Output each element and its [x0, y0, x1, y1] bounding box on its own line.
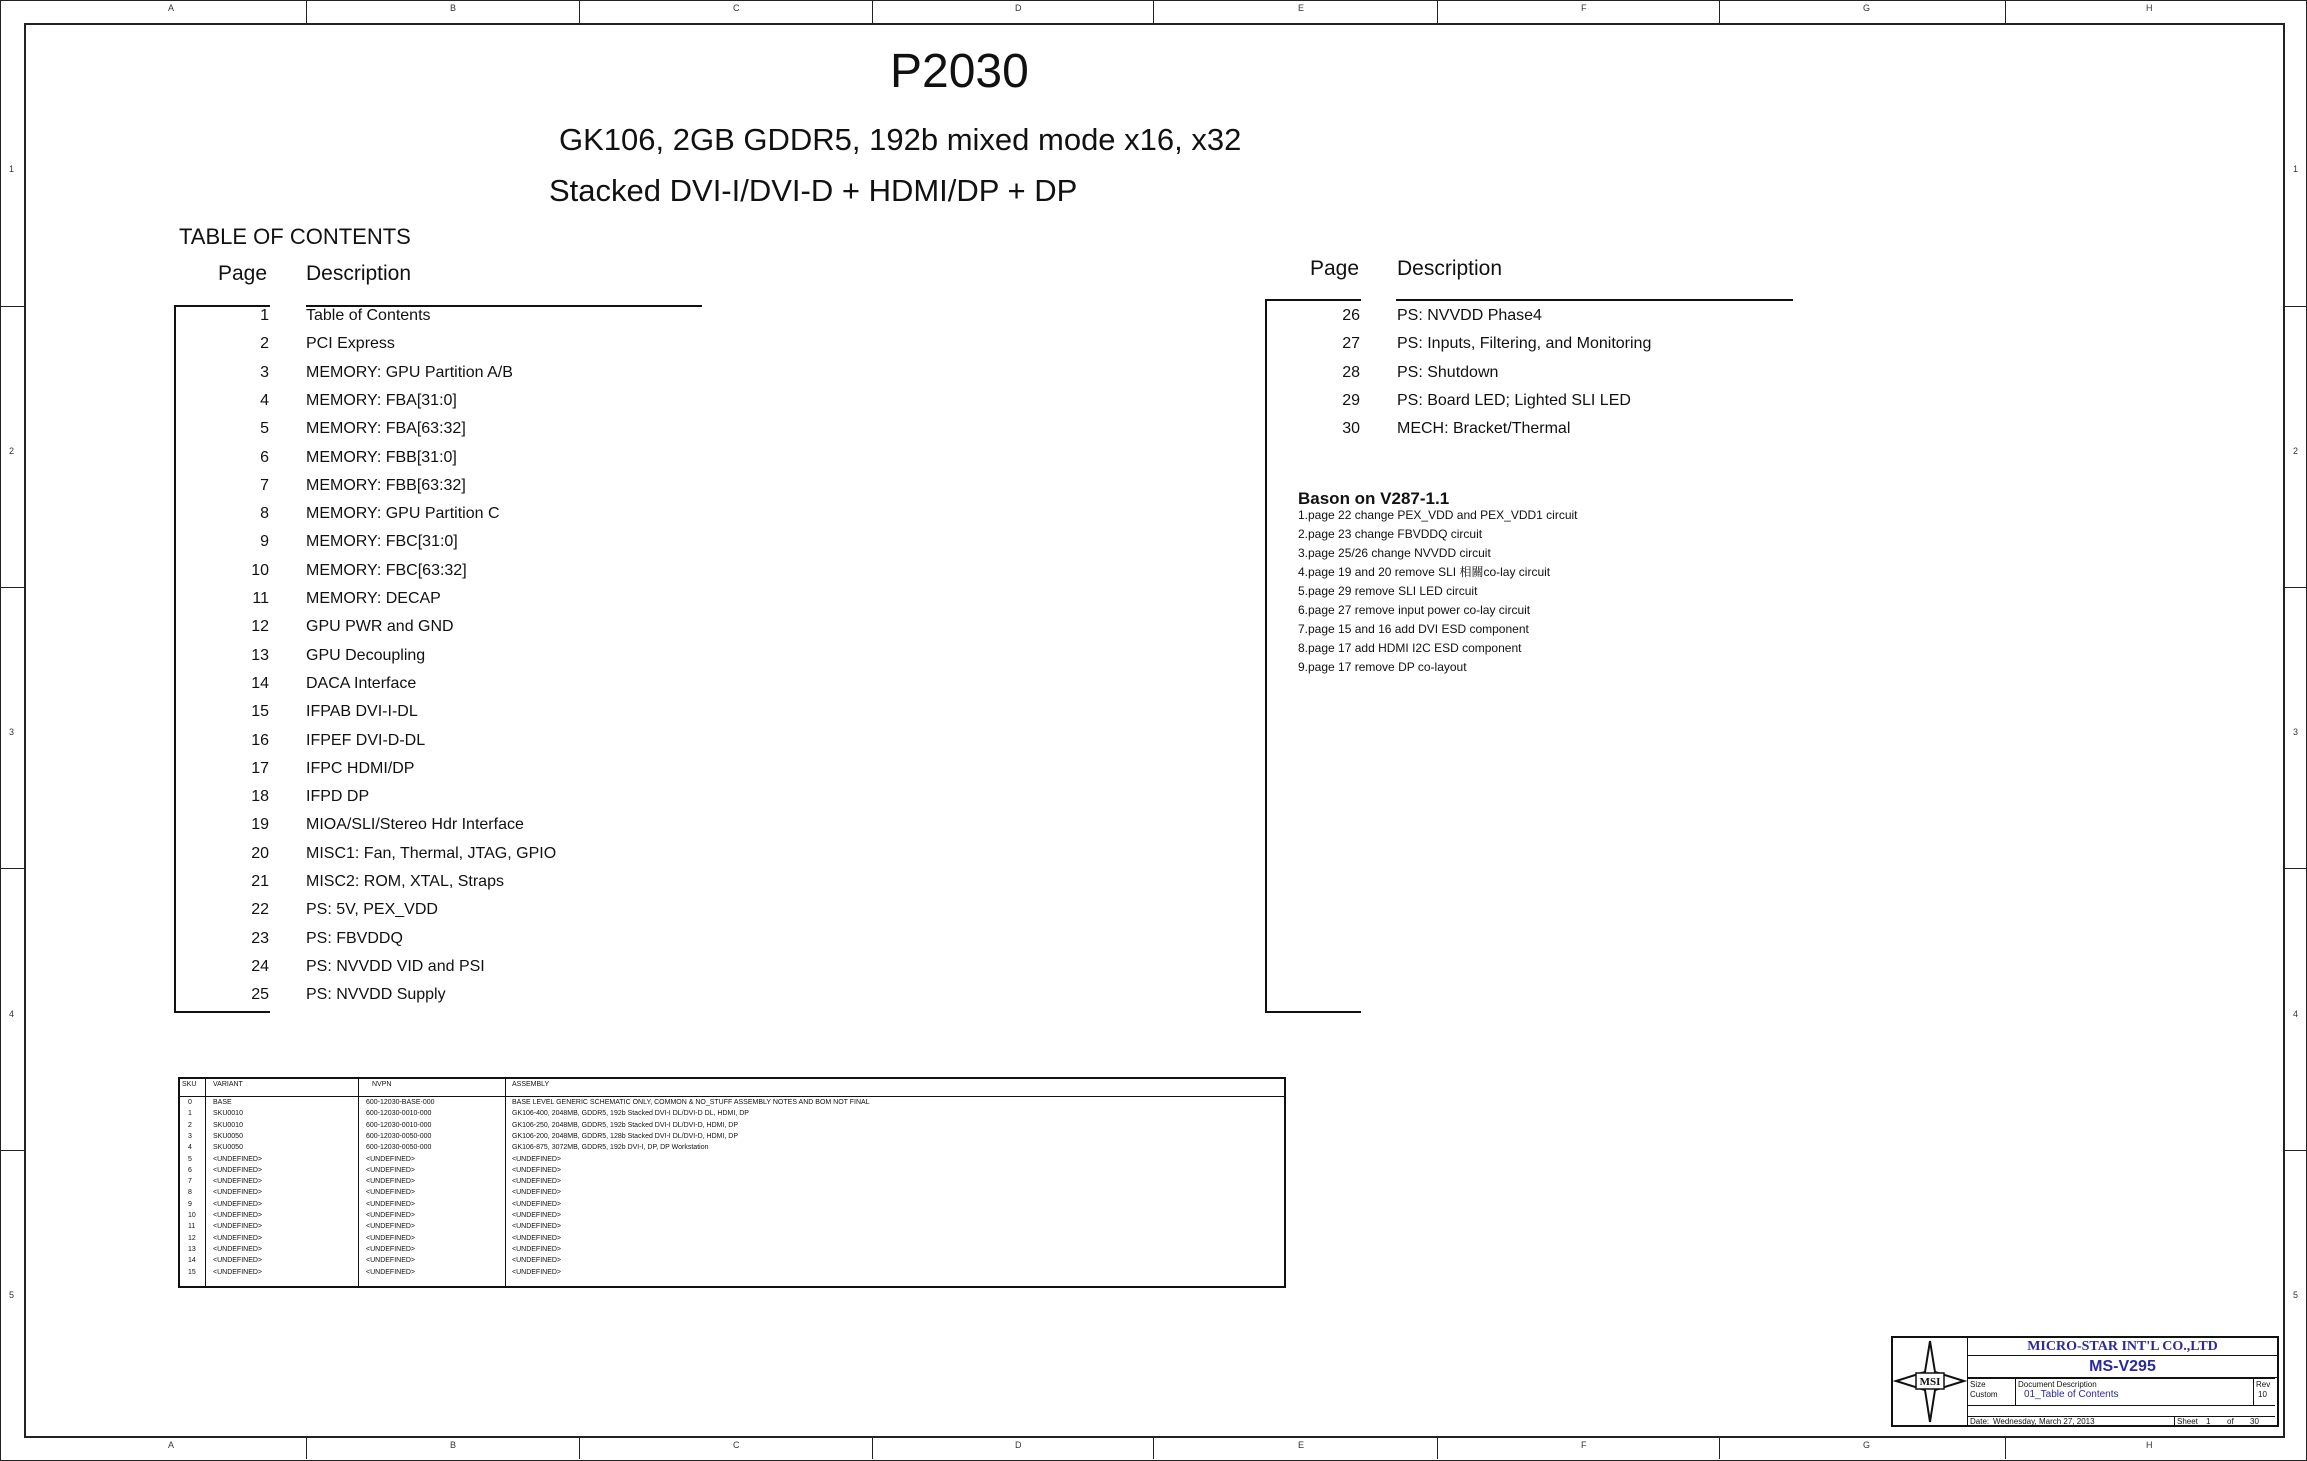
toc-page-number: 29: [1342, 391, 1360, 409]
variant-nvpn: <UNDEFINED>: [366, 1257, 416, 1265]
variant-name: <UNDEFINED>: [213, 1189, 263, 1197]
zone-divider: [2283, 587, 2307, 588]
variant-name: <UNDEFINED>: [213, 1166, 263, 1174]
toc-page-number: 15: [251, 703, 269, 721]
toc-page-number: 16: [251, 731, 269, 749]
title-block-rule: [1968, 1405, 2275, 1406]
title-block-divider: [2174, 1416, 2175, 1425]
variant-name: <UNDEFINED>: [213, 1200, 263, 1208]
toc-description: MIOA/SLI/Stereo Hdr Interface: [306, 816, 524, 834]
toc-page-number: 5: [260, 420, 269, 438]
variant-sku: 0: [188, 1099, 192, 1106]
zone-number: 1: [9, 164, 15, 174]
variant-sku: 4: [188, 1144, 192, 1152]
variant-table-row: [180, 1131, 1284, 1142]
left-page-header: Page: [218, 262, 268, 285]
variant-name: BASE: [213, 1099, 232, 1106]
of-value: 30: [2250, 1417, 2259, 1426]
variant-name: <UNDEFINED>: [213, 1257, 263, 1265]
left-description-header: Description: [306, 262, 412, 285]
variant-nvpn: 600-12030-0010-000: [366, 1110, 432, 1118]
toc-page-number: 19: [251, 816, 269, 834]
doc-value: 01_Table of Contents: [2024, 1389, 2119, 1400]
zone-letter: E: [1298, 1440, 1305, 1450]
variant-nvpn: <UNDEFINED>: [366, 1223, 416, 1231]
variant-name: SKU0010: [213, 1121, 243, 1129]
variant-sku: 10: [188, 1212, 196, 1219]
toc-page-number: 2: [260, 335, 269, 353]
zone-letter: F: [1581, 3, 1587, 13]
toc-page-number: 23: [251, 929, 269, 947]
variant-nvpn: <UNDEFINED>: [366, 1166, 416, 1174]
toc-page-number: 22: [251, 901, 269, 919]
toc-page-number: 6: [260, 448, 269, 466]
variant-assembly: <UNDEFINED>: [512, 1178, 562, 1186]
toc-page-number: 28: [1342, 363, 1360, 381]
logo-text: MSI: [1919, 1376, 1941, 1388]
variant-assembly: <UNDEFINED>: [512, 1155, 562, 1163]
variant-name: <UNDEFINED>: [213, 1223, 263, 1231]
variant-assembly: GK106-200, 2048MB, GDDR5, 128b Stacked DVI-I DL/DVI-D, HDMI, DP: [512, 1132, 739, 1140]
title-block-divider: [2253, 1378, 2254, 1405]
zone-number: 3: [9, 727, 15, 737]
toc-description: IFPC HDMI/DP: [306, 759, 415, 777]
variant-nvpn: <UNDEFINED>: [366, 1189, 416, 1197]
variant-name: <UNDEFINED>: [213, 1268, 263, 1276]
zone-letter: D: [1015, 3, 1022, 13]
toc-page-number: 8: [260, 505, 269, 523]
of-label: of: [2227, 1417, 2234, 1426]
revision-note: 8.page 17 add HDMI I2C ESD component: [1298, 641, 1522, 655]
title-block: [1891, 1336, 2279, 1427]
variant-assembly: <UNDEFINED>: [512, 1212, 562, 1219]
right-description-header: Description: [1397, 257, 1503, 280]
variant-name: SKU0050: [213, 1144, 243, 1152]
zone-divider: [306, 1436, 307, 1459]
right-page-rule: [1265, 299, 1361, 301]
variant-name: <UNDEFINED>: [213, 1245, 263, 1253]
zone-number: 2: [9, 446, 15, 456]
toc-description: PS: Inputs, Filtering, and Monitoring: [1397, 335, 1652, 353]
toc-description: PCI Express: [306, 335, 395, 353]
zone-letter: B: [450, 3, 457, 13]
toc-page-number: 25: [251, 986, 269, 1004]
variant-name: SKU0050: [213, 1132, 243, 1140]
toc-description: PS: NVVDD VID and PSI: [306, 957, 485, 975]
revision-note: 5.page 29 remove SLI LED circuit: [1298, 584, 1478, 598]
zone-letter: F: [1581, 1440, 1587, 1450]
variant-header-assembly: ASSEMBLY: [512, 1081, 550, 1088]
zone-letter: C: [733, 1440, 740, 1450]
toc-page-number: 4: [260, 391, 269, 409]
variant-sku: 2: [188, 1121, 192, 1129]
variant-sku: 12: [188, 1234, 196, 1242]
variant-sku: 9: [188, 1200, 192, 1208]
msi-logo: [1893, 1338, 1968, 1425]
zone-number: 4: [2293, 1009, 2299, 1019]
zone-letter: H: [2146, 1440, 2153, 1450]
date-value: Wednesday, March 27, 2013: [1993, 1417, 2095, 1426]
variant-table: [178, 1077, 1286, 1288]
variant-name: <UNDEFINED>: [213, 1212, 263, 1219]
revision-note: 9.page 17 remove DP co-layout: [1298, 660, 1467, 674]
zone-divider: [579, 0, 580, 23]
zone-divider: [2005, 1436, 2006, 1459]
variant-sku: 8: [188, 1189, 192, 1197]
left-page-bar: [174, 305, 176, 1013]
variant-name: <UNDEFINED>: [213, 1155, 263, 1163]
variant-assembly: <UNDEFINED>: [512, 1245, 562, 1253]
variant-table-row: [180, 1221, 1284, 1232]
variant-nvpn: <UNDEFINED>: [366, 1200, 416, 1208]
variant-nvpn: 600-12030-0010-000: [366, 1121, 432, 1129]
variant-table-row: [180, 1176, 1284, 1187]
company-name: MICRO-STAR INT'L CO.,LTD: [1968, 1338, 2277, 1356]
zone-letter: E: [1298, 3, 1305, 13]
zone-letter: A: [168, 3, 175, 13]
variant-header-variant: VARIANT: [213, 1081, 243, 1088]
variant-assembly: GK106-250, 2048MB, GDDR5, 192b Stacked DVI-I DL/DVI-D, HDMI, DP: [512, 1121, 739, 1129]
variant-assembly: GK106-400, 2048MB, GDDR5, 192b Stacked DVI-I DL/DVI-D DL, HDMI, DP: [512, 1110, 749, 1118]
title-block-divider: [2015, 1378, 2016, 1405]
zone-divider: [0, 868, 24, 869]
toc-description: MEMORY: DECAP: [306, 590, 441, 607]
zone-divider: [0, 587, 24, 588]
zone-number: 4: [9, 1009, 15, 1019]
zone-letter: A: [168, 1440, 175, 1450]
variant-nvpn: 600-12030-BASE-000: [366, 1099, 435, 1106]
variant-table-row: [180, 1142, 1284, 1153]
right-page-header: Page: [1310, 257, 1360, 280]
toc-description: PS: 5V, PEX_VDD: [306, 901, 438, 919]
toc-description: GPU PWR and GND: [306, 618, 454, 636]
toc-page-number: 1: [260, 307, 269, 324]
rev-label: Rev: [2256, 1380, 2271, 1389]
variant-nvpn: <UNDEFINED>: [366, 1212, 416, 1219]
variant-assembly: <UNDEFINED>: [512, 1166, 562, 1174]
toc-description: IFPD DP: [306, 788, 370, 806]
variant-nvpn: <UNDEFINED>: [366, 1155, 416, 1163]
toc-description: GPU Decoupling: [306, 646, 426, 664]
revision-note: 4.page 19 and 20 remove SLI 相關co-lay circuit: [1298, 565, 1551, 579]
zone-divider: [1153, 1436, 1154, 1459]
toc-description: IFPEF DVI-D-DL: [306, 731, 426, 749]
variant-name: <UNDEFINED>: [213, 1234, 263, 1242]
zone-divider: [1437, 0, 1438, 23]
zone-divider: [1719, 0, 1720, 23]
variant-table-row: [180, 1108, 1284, 1119]
variant-nvpn: 600-12030-0050-000: [366, 1132, 432, 1140]
zone-letter: B: [450, 1440, 457, 1450]
revision-notes-title: Bason on V287-1.1: [1298, 489, 1450, 508]
revision-note: 2.page 23 change FBVDDQ circuit: [1298, 527, 1483, 541]
doc-label: Document Description: [2018, 1380, 2097, 1389]
toc-description: PS: NVVDD Supply: [306, 986, 446, 1004]
toc-page-number: 7: [260, 476, 269, 494]
toc-description: MEMORY: FBA[31:0]: [306, 391, 457, 409]
toc-description: MEMORY: FBB[63:32]: [306, 476, 466, 494]
variant-assembly: <UNDEFINED>: [512, 1200, 562, 1208]
zone-divider: [2283, 306, 2307, 307]
size-label: Size: [1970, 1380, 1986, 1389]
variant-assembly: <UNDEFINED>: [512, 1268, 562, 1276]
zone-number: 5: [2293, 1290, 2299, 1300]
variant-nvpn: <UNDEFINED>: [366, 1268, 416, 1276]
zone-divider: [2005, 0, 2006, 23]
date-label: Date:: [1970, 1417, 1990, 1426]
zone-divider: [0, 1150, 24, 1151]
variant-assembly: GK106-875, 3072MB, GDDR5, 192b DVI-I, DP, DP Workstation: [512, 1144, 709, 1152]
subtitle-outputs: Stacked DVI-I/DVI-D + HDMI/DP + DP: [549, 173, 1078, 208]
toc-description: MEMORY: GPU Partition A/B: [306, 363, 513, 381]
variant-table-row: [180, 1255, 1284, 1266]
toc-page-number: 27: [1342, 335, 1360, 353]
variant-assembly: <UNDEFINED>: [512, 1189, 562, 1197]
variant-table-row: [180, 1154, 1284, 1165]
zone-letter: H: [2146, 3, 2153, 13]
zone-number: 5: [9, 1290, 15, 1300]
right-page-bottom-rule: [1265, 1011, 1361, 1013]
toc-page-number: 14: [251, 674, 269, 692]
sheet-label: Sheet: [2177, 1417, 2198, 1426]
rev-value: 10: [2258, 1390, 2267, 1399]
variant-assembly: <UNDEFINED>: [512, 1257, 562, 1265]
variant-table-row: [180, 1165, 1284, 1176]
variant-sku: 7: [188, 1178, 192, 1186]
zone-number: 3: [2293, 727, 2299, 737]
zone-divider: [1719, 1436, 1720, 1459]
zone-letter: C: [733, 3, 740, 13]
zone-divider: [2283, 868, 2307, 869]
toc-description: MISC2: ROM, XTAL, Straps: [306, 873, 504, 890]
revision-note: 6.page 27 remove input power co-lay circuit: [1298, 603, 1531, 617]
toc-description: PS: Board LED; Lighted SLI LED: [1397, 391, 1631, 409]
toc-page-number: 12: [251, 618, 269, 636]
revision-note: 7.page 15 and 16 add DVI ESD component: [1298, 622, 1529, 636]
left-page-bottom-rule: [174, 1011, 270, 1013]
variant-name: SKU0010: [213, 1110, 243, 1118]
variant-nvpn: <UNDEFINED>: [366, 1234, 416, 1242]
variant-nvpn: <UNDEFINED>: [366, 1245, 416, 1253]
toc-description: MEMORY: GPU Partition C: [306, 505, 500, 523]
variant-name: <UNDEFINED>: [213, 1178, 263, 1186]
zone-divider: [306, 0, 307, 23]
toc-page-number: 26: [1342, 307, 1360, 324]
toc-description: MECH: Bracket/Thermal: [1397, 420, 1571, 438]
right-page-bar: [1265, 299, 1267, 1013]
toc-description: Table of Contents: [306, 307, 431, 324]
variant-sku: 3: [188, 1132, 192, 1140]
toc-page-number: 18: [251, 788, 269, 806]
variant-nvpn: 600-12030-0050-000: [366, 1144, 432, 1152]
variant-sku: 6: [188, 1166, 192, 1174]
zone-letter: G: [1863, 3, 1871, 13]
toc-page-number: 20: [251, 844, 269, 862]
zone-divider: [2283, 1150, 2307, 1151]
zone-divider: [872, 1436, 873, 1459]
revision-note: 1.page 22 change PEX_VDD and PEX_VDD1 circuit: [1298, 508, 1578, 522]
variant-table-row: [180, 1233, 1284, 1244]
variant-sku: 5: [188, 1155, 192, 1163]
variant-sku: 14: [188, 1257, 196, 1265]
toc-description: PS: FBVDDQ: [306, 929, 403, 947]
msi-star-icon: [1893, 1338, 1967, 1425]
zone-letter: D: [1015, 1440, 1022, 1450]
variant-sku: 15: [188, 1268, 196, 1276]
variant-table-row: [180, 1244, 1284, 1255]
variant-nvpn: <UNDEFINED>: [366, 1178, 416, 1186]
toc-description: MISC1: Fan, Thermal, JTAG, GPIO: [306, 844, 557, 862]
variant-assembly: <UNDEFINED>: [512, 1223, 562, 1231]
variant-header-nvpn: NVPN: [372, 1081, 392, 1088]
zone-divider: [579, 1436, 580, 1459]
zone-divider: [1153, 0, 1154, 23]
variant-table-row: [180, 1199, 1284, 1210]
zone-divider: [0, 306, 24, 307]
right-description-rule: [1396, 299, 1793, 301]
variant-sku: 11: [188, 1223, 196, 1231]
toc-page-number: 10: [251, 561, 269, 579]
revision-notes: [1298, 506, 1578, 677]
sheet-value: 1: [2206, 1417, 2211, 1426]
toc-description: MEMORY: FBA[63:32]: [306, 420, 466, 438]
variant-sku: 13: [188, 1245, 196, 1253]
variant-table-row: [180, 1097, 1284, 1108]
toc-page-number: 30: [1342, 420, 1360, 438]
toc-description: MEMORY: FBC[31:0]: [306, 533, 458, 551]
variant-assembly: BASE LEVEL GENERIC SCHEMATIC ONLY, COMMON & NO_STUFF ASSEMBLY NOTES AND BOM NOT FINAL: [512, 1099, 870, 1106]
toc-page-number: 24: [251, 957, 269, 975]
toc-page-number: 21: [251, 873, 269, 890]
variant-header-sku: SKU: [182, 1081, 197, 1088]
toc-description: IFPAB DVI-I-DL: [306, 703, 418, 721]
variant-sku: 1: [188, 1110, 192, 1118]
zone-number: 1: [2293, 164, 2299, 174]
variant-table-row: [180, 1210, 1284, 1221]
zone-divider: [872, 0, 873, 23]
variant-table-row: [180, 1267, 1284, 1278]
toc-description: DACA Interface: [306, 674, 417, 692]
zone-letter: G: [1863, 1440, 1871, 1450]
page-title: P2030: [890, 45, 1029, 98]
toc-page-number: 17: [251, 759, 269, 777]
subtitle-gpu: GK106, 2GB GDDR5, 192b mixed mode x16, x32: [559, 122, 1242, 157]
toc-description: PS: Shutdown: [1397, 363, 1499, 381]
model-number: MS-V295: [1968, 1356, 2277, 1378]
toc-description: MEMORY: FBB[31:0]: [306, 448, 457, 466]
variant-table-row: [180, 1187, 1284, 1198]
variant-table-row: [180, 1120, 1284, 1131]
toc-page-number: 9: [260, 533, 269, 551]
toc-page-number: 11: [252, 590, 269, 607]
toc-description: PS: NVVDD Phase4: [1397, 307, 1542, 324]
toc-heading: TABLE OF CONTENTS: [179, 224, 411, 249]
toc-page-number: 3: [260, 363, 269, 381]
toc-page-number: 13: [251, 646, 269, 664]
variant-assembly: <UNDEFINED>: [512, 1234, 562, 1242]
toc-description: MEMORY: FBC[63:32]: [306, 561, 467, 579]
size-value: Custom: [1970, 1390, 1998, 1399]
revision-note: 3.page 25/26 change NVVDD circuit: [1298, 546, 1491, 560]
zone-divider: [1437, 1436, 1438, 1459]
zone-number: 2: [2293, 446, 2299, 456]
